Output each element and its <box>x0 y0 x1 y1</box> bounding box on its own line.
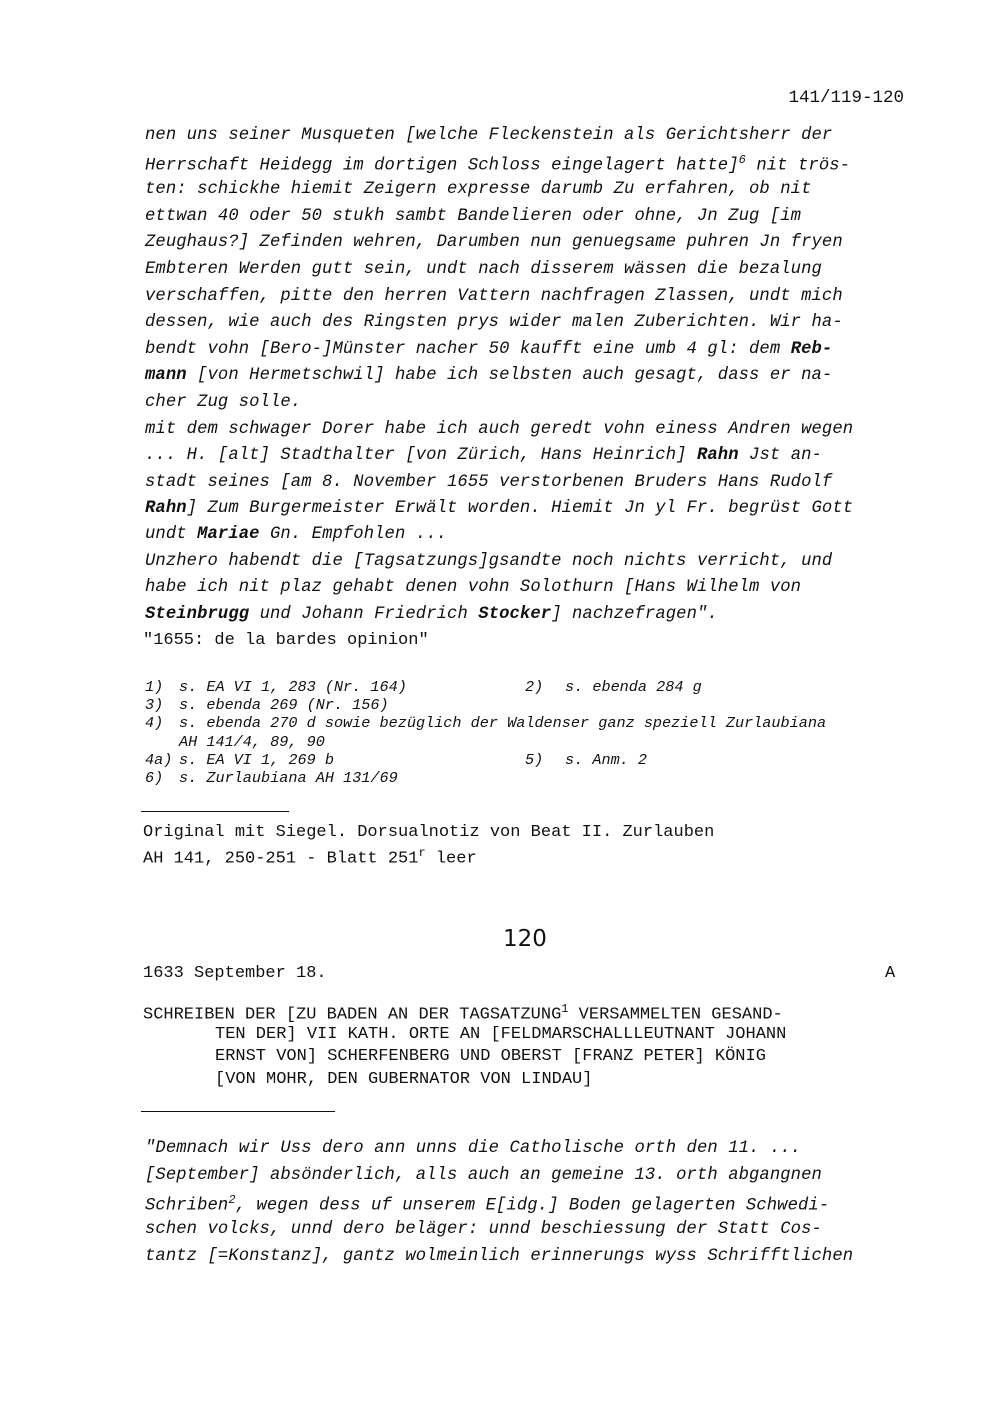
text-segment: ten: schickhe hiemit Zeigern expresse darumb Zu erfahren, ob nit <box>145 180 812 199</box>
text-line <box>145 552 832 571</box>
text-segment: nit trös- <box>745 156 851 176</box>
text-segment: Zeughaus?] Zefinden wehren, Darumben nun genuegsame puhren Jn fryen <box>145 233 843 252</box>
text-segment: nen uns seiner Musqueten [welche Fleckenstein als Gerichtsherr der <box>145 126 833 145</box>
footnote-3-text: s. ebenda 269 (Nr. 156) <box>179 696 389 714</box>
footnote-4a-number: 4a) <box>145 751 173 769</box>
quote-line: "1655: de la bardes opinion" <box>143 631 429 650</box>
document-title-line-1 <box>143 1002 783 1025</box>
text-segment: cher Zug solle. <box>145 393 302 412</box>
text-line <box>145 207 801 226</box>
page-reference: 141/119-120 <box>788 88 904 108</box>
footnote-5-number: 5) <box>525 751 544 769</box>
body-text-b: , wegen dess uf unserem E[idg.] Boden gelagerten Schwedi- <box>235 1196 830 1216</box>
body-line-2: [September] absönderlich, alls auch an gemeine 13. orth abgangnen <box>145 1166 822 1185</box>
title-separator <box>141 1111 335 1112</box>
text-line <box>145 233 843 252</box>
footnote-5-text: s. Anm. 2 <box>565 751 648 769</box>
text-line <box>145 420 853 439</box>
text-line <box>145 153 850 176</box>
text-segment: stadt seines [am 8. November 1655 verstorbenen Bruders Hans Rudolf <box>145 473 833 492</box>
emphasized-name: mann <box>145 366 187 385</box>
source-note-tail: leer <box>425 849 477 869</box>
text-line <box>145 126 832 145</box>
text-line <box>145 393 301 412</box>
title-superscript: 1 <box>561 1002 569 1016</box>
emphasized-name: Mariae <box>197 525 260 544</box>
footnote-ref: 6 <box>738 153 746 167</box>
footnote-2-number: 2) <box>525 678 544 696</box>
source-note-line-2 <box>143 846 477 869</box>
text-segment: verschaffen, pitte den herren Vattern nachfragen Zlassen, undt mich <box>145 287 843 306</box>
text-segment: bendt vohn [Bero-]Münster nacher 50 kaufft eine umb 4 gl: dem <box>145 340 791 359</box>
source-note-superscript: r <box>418 846 426 860</box>
text-segment: Jst an- <box>738 446 822 465</box>
body-superscript: 2 <box>228 1193 236 1207</box>
text-line <box>145 340 832 359</box>
text-segment: Herrschaft Heidegg im dortigen Schloss eingelagert hatte] <box>145 156 739 176</box>
source-separator <box>141 811 289 812</box>
text-segment: Gn. Empfohlen ... <box>259 525 448 544</box>
text-segment: Unzhero habendt die [Tagsatzungs]gsandte noch nichts verricht, und <box>145 552 833 571</box>
title-text-a: SCHREIBEN DER [ZU BADEN AN DER TAGSATZUNG <box>143 1005 562 1025</box>
body-line-5: tantz [=Konstanz], gantz wolmeinlich erinnerungs wyss Schrifftlichen <box>145 1247 854 1266</box>
body-line-3 <box>145 1193 829 1216</box>
text-segment: ] nachzefragen". <box>551 605 718 624</box>
footnote-4-continuation: AH 141/4, 89, 90 <box>179 733 325 751</box>
emphasized-name: Steinbrugg <box>145 605 250 624</box>
text-segment: [von Hermetschwil] habe ich selbsten auch gesagt, dass er na- <box>186 366 833 385</box>
footnote-6-text: s. Zurlaubiana AH 131/69 <box>179 769 398 787</box>
document-title-line-3: ERNST VON] SCHERFENBERG UND OBERST [FRANZ PETER] KÖNIG <box>215 1047 766 1066</box>
body-line-1: "Demnach wir Uss dero ann unns die Catholische orth den 11. ... <box>145 1139 802 1158</box>
footnote-4a-text: s. EA VI 1, 269 b <box>179 751 334 769</box>
document-letter-code: A <box>885 964 896 983</box>
text-segment: Embteren Werden gutt sein, undt nach disserem wässen die bezalung <box>145 260 822 279</box>
text-segment: ] Zum Burgermeister Erwält worden. Hiemit Jn yl Fr. begrüst Gott <box>186 499 854 518</box>
emphasized-name: Rahn <box>145 499 187 518</box>
footnote-1-text: s. EA VI 1, 283 (Nr. 164) <box>179 678 407 696</box>
text-line <box>145 473 832 492</box>
body-text-a: Schriben <box>145 1196 229 1216</box>
text-segment: dessen, wie auch des Ringsten prys wider malen Zuberichten. Wir ha- <box>145 313 843 332</box>
document-title-line-2: TEN DER] VII KATH. ORTE AN [FELDMARSCHALLLEUTNANT JOHANN <box>215 1025 787 1044</box>
text-line <box>145 366 832 385</box>
text-segment: und Johann Friedrich <box>249 605 479 624</box>
text-segment: ... H. [alt] Stadthalter [von Zürich, Hans Heinrich] <box>145 446 697 465</box>
footnote-6-number: 6) <box>145 769 164 787</box>
source-note-text: AH 141, 250-251 - Blatt 251 <box>143 849 419 869</box>
title-text-b: VERSAMMELTEN GESAND- <box>568 1005 783 1025</box>
text-line <box>145 313 843 332</box>
text-segment: undt <box>145 525 198 544</box>
footnote-1-number: 1) <box>145 678 164 696</box>
text-line <box>145 260 822 279</box>
emphasized-name: Rahn <box>696 446 739 465</box>
text-line <box>145 499 853 518</box>
footnote-3-number: 3) <box>145 696 164 714</box>
text-line <box>145 287 843 306</box>
text-line <box>145 578 801 597</box>
document-title-line-4: [VON MOHR, DEN GUBERNATOR VON LINDAU] <box>215 1070 593 1089</box>
footnote-4-number: 4) <box>145 714 164 732</box>
source-note-line-1: Original mit Siegel. Dorsualnotiz von Beat II. Zurlauben <box>143 823 715 842</box>
footnote-4-text: s. ebenda 270 d sowie bezüglich der Waldenser ganz speziell Zurlaubiana <box>179 714 827 732</box>
text-segment: mit dem schwager Dorer habe ich auch geredt vohn einess Andren wegen <box>145 420 854 439</box>
document-number: 120 <box>503 926 547 952</box>
text-line <box>145 446 822 465</box>
document-date: 1633 September 18. <box>143 964 327 983</box>
emphasized-name: Stocker <box>478 605 552 624</box>
body-line-4: schen volcks, unnd dero beläger: unnd beschiessung der Statt Cos- <box>145 1220 822 1239</box>
text-segment: ettwan 40 oder 50 stukh sambt Bandelieren oder ohne, Jn Zug [im <box>145 207 802 226</box>
text-line <box>145 525 447 544</box>
emphasized-name: Reb- <box>790 340 833 359</box>
text-segment: habe ich nit plaz gehabt denen vohn Solothurn [Hans Wilhelm von <box>145 578 802 597</box>
text-line <box>145 605 718 624</box>
footnote-2-text: s. ebenda 284 g <box>565 678 702 696</box>
text-line <box>145 180 812 199</box>
